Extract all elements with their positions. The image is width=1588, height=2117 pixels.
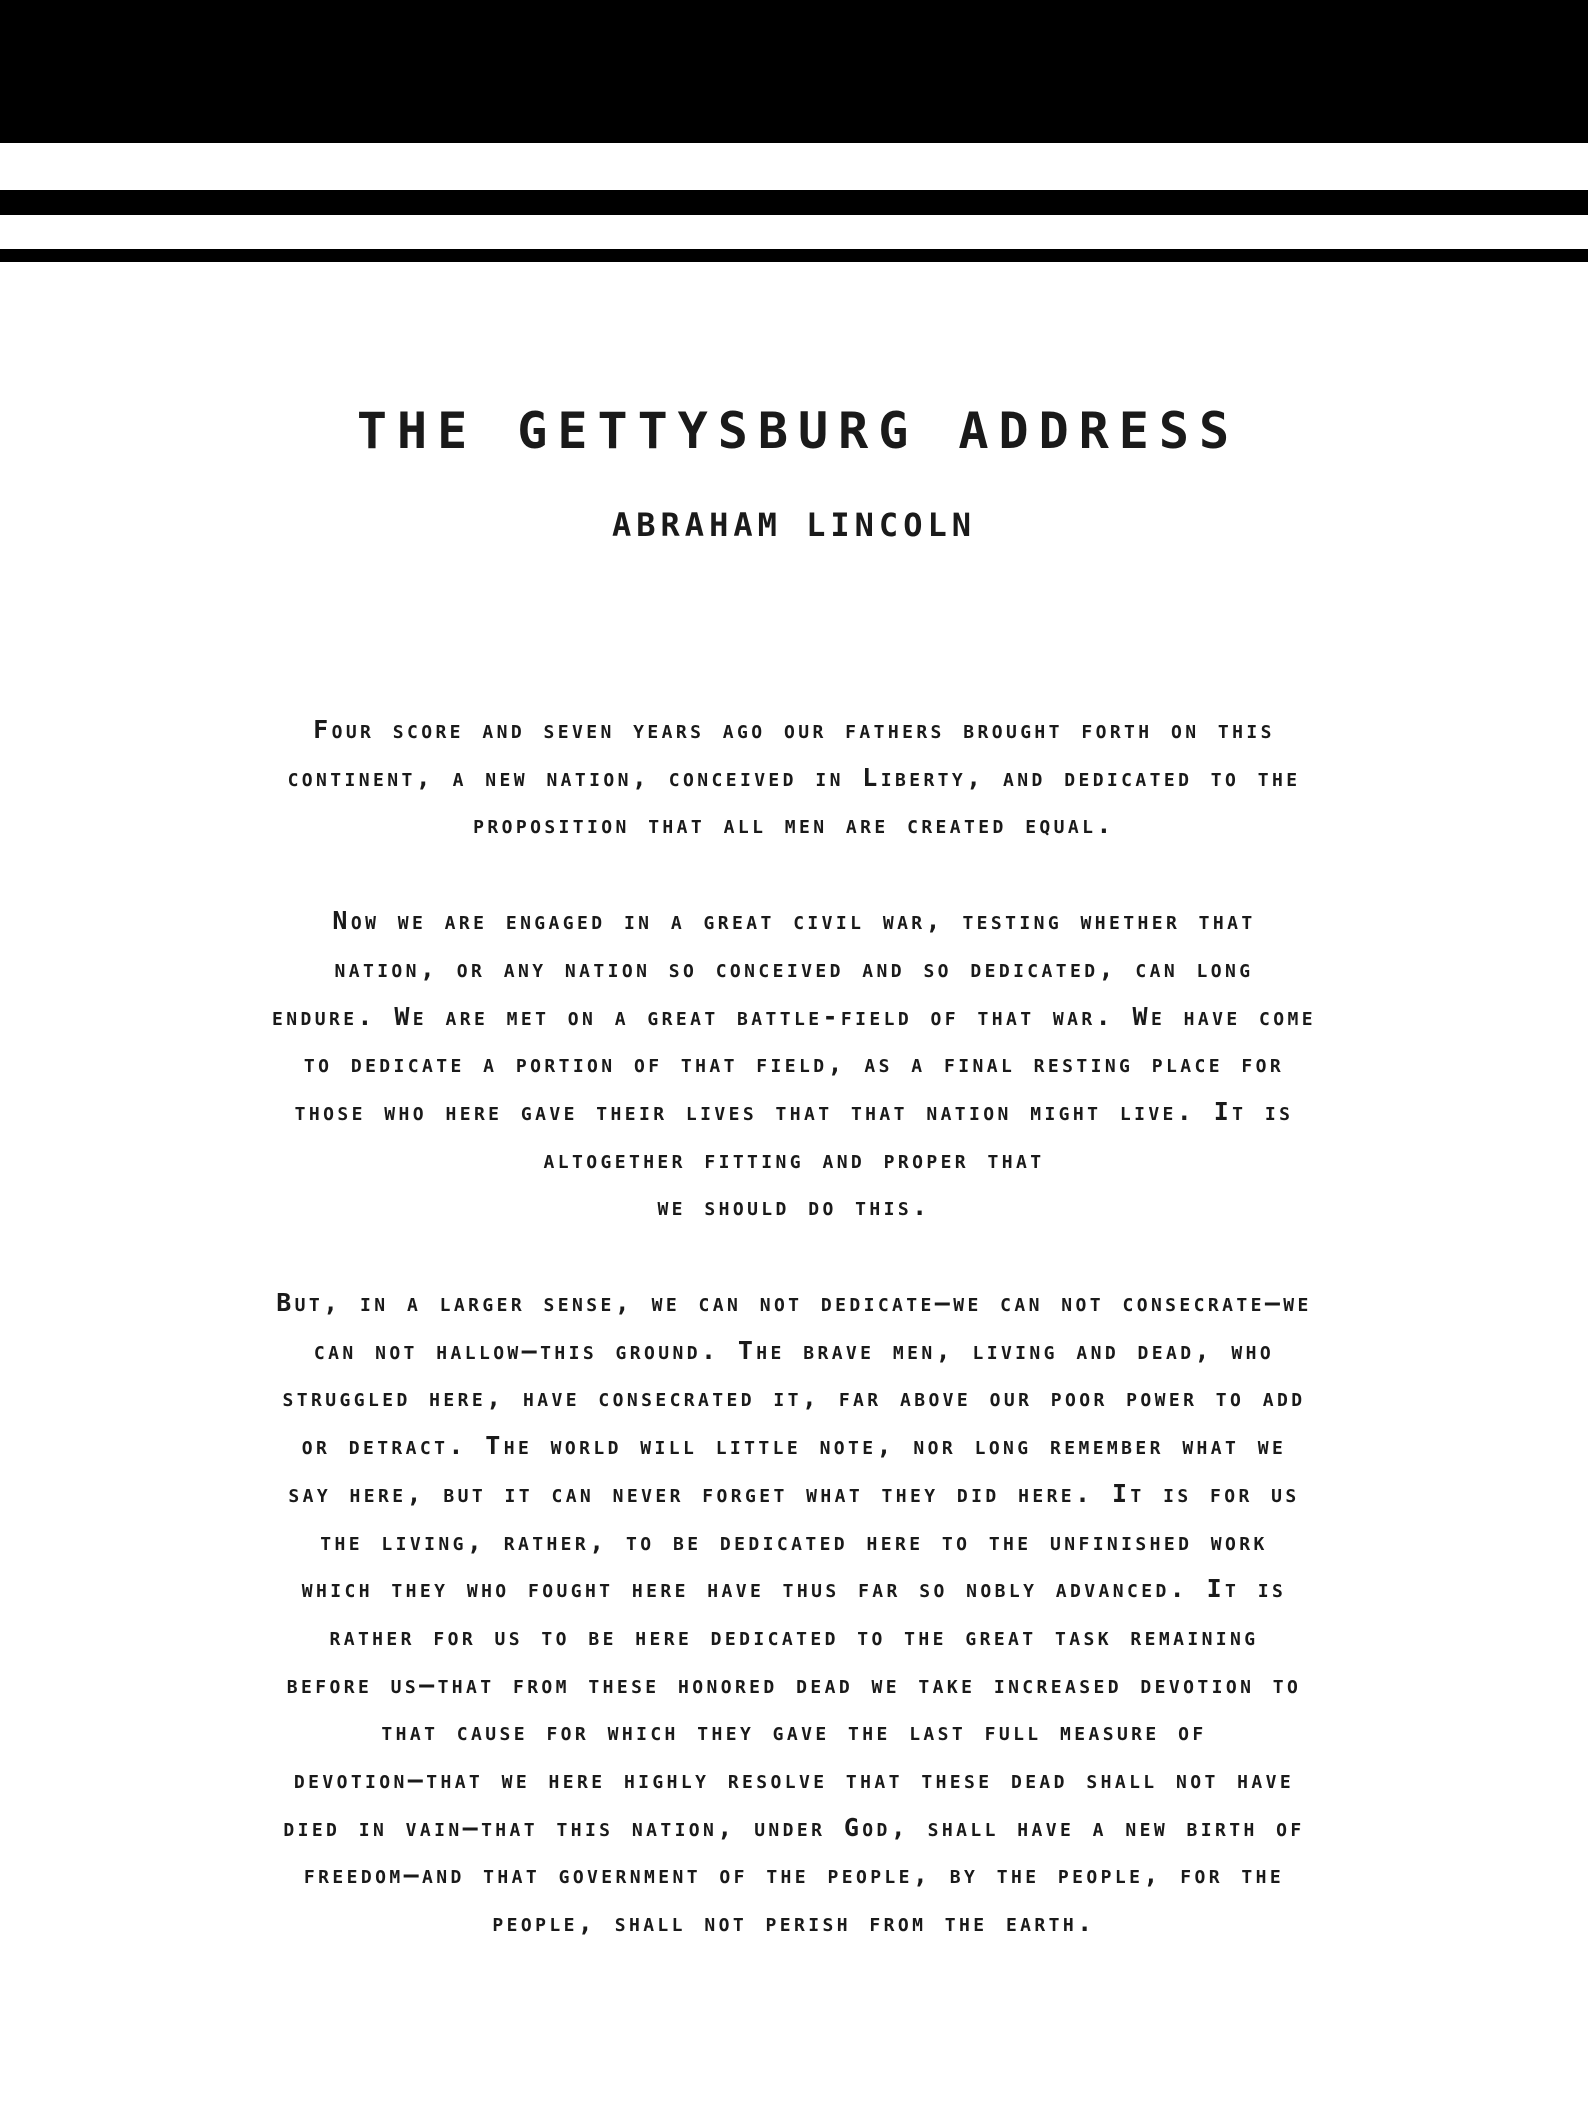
text-line: those who here gave their lives that that nation might live. It is	[294, 1096, 1294, 1126]
text-line: which they who fought here have thus far so nobly advanced. It is	[301, 1574, 1287, 1604]
text-line: can not hallow—this ground. The brave men, living and dead, who	[313, 1335, 1275, 1365]
paragraph-2	[150, 897, 1438, 1231]
text-line: to dedicate a portion of that field, as a final resting place for	[303, 1049, 1285, 1079]
header-band-thick	[0, 0, 1588, 143]
document-title: THE GETTYSBURG ADDRESS	[356, 402, 1240, 460]
text-line: continent, a new nation, conceived in Liberty, and dedicated to the	[287, 762, 1301, 792]
header-band-thin	[0, 249, 1588, 262]
paragraph-1	[150, 706, 1438, 849]
text-line: proposition that all men are created equal.	[473, 810, 1115, 840]
header-band-medium	[0, 190, 1588, 215]
text-line: died in vain—that this nation, under God, shall have a new birth of	[283, 1812, 1305, 1842]
text-line: we should do this.	[657, 1192, 931, 1222]
text-line: endure. We are met on a great battle-field of that war. We have come	[272, 1001, 1316, 1031]
text-line: Four score and seven years ago our fathers brought forth on this	[313, 715, 1275, 744]
text-line: that cause for which they gave the last full measure of	[381, 1717, 1207, 1747]
text-line: people, shall not perish from the earth.	[492, 1908, 1096, 1938]
text-line: say here, but it can never forget what they did here. It is for us	[288, 1478, 1300, 1508]
text-line: or detract. The world will little note, nor long remember what we	[301, 1431, 1287, 1461]
document-author: ABRAHAM LINCOLN	[612, 506, 976, 544]
text-line: struggled here, have consecrated it, far above our poor power to add	[282, 1383, 1306, 1413]
text-line: Now we are engaged in a great civil war, testing whether that	[332, 906, 1256, 936]
text-line: altogether fitting and proper that	[543, 1144, 1045, 1174]
text-line: before us—that from these honored dead we take increased devotion to	[286, 1669, 1302, 1699]
text-line: rather for us to be here dedicated to the great task remaining	[329, 1621, 1259, 1651]
text-line: nation, or any nation so conceived and so dedicated, can long	[334, 953, 1254, 983]
text-line: But, in a larger sense, we can not dedicate—we can not consecrate—we	[276, 1288, 1312, 1318]
paragraph-3	[150, 1279, 1438, 1947]
text-line: freedom—and that government of the people, by the people, for the	[303, 1860, 1285, 1890]
text-line: devotion—that we here highly resolve that these dead shall not have	[293, 1765, 1295, 1795]
text-line: the living, rather, to be dedicated here to the unfinished work	[320, 1526, 1268, 1556]
speech-body	[150, 706, 1438, 1995]
